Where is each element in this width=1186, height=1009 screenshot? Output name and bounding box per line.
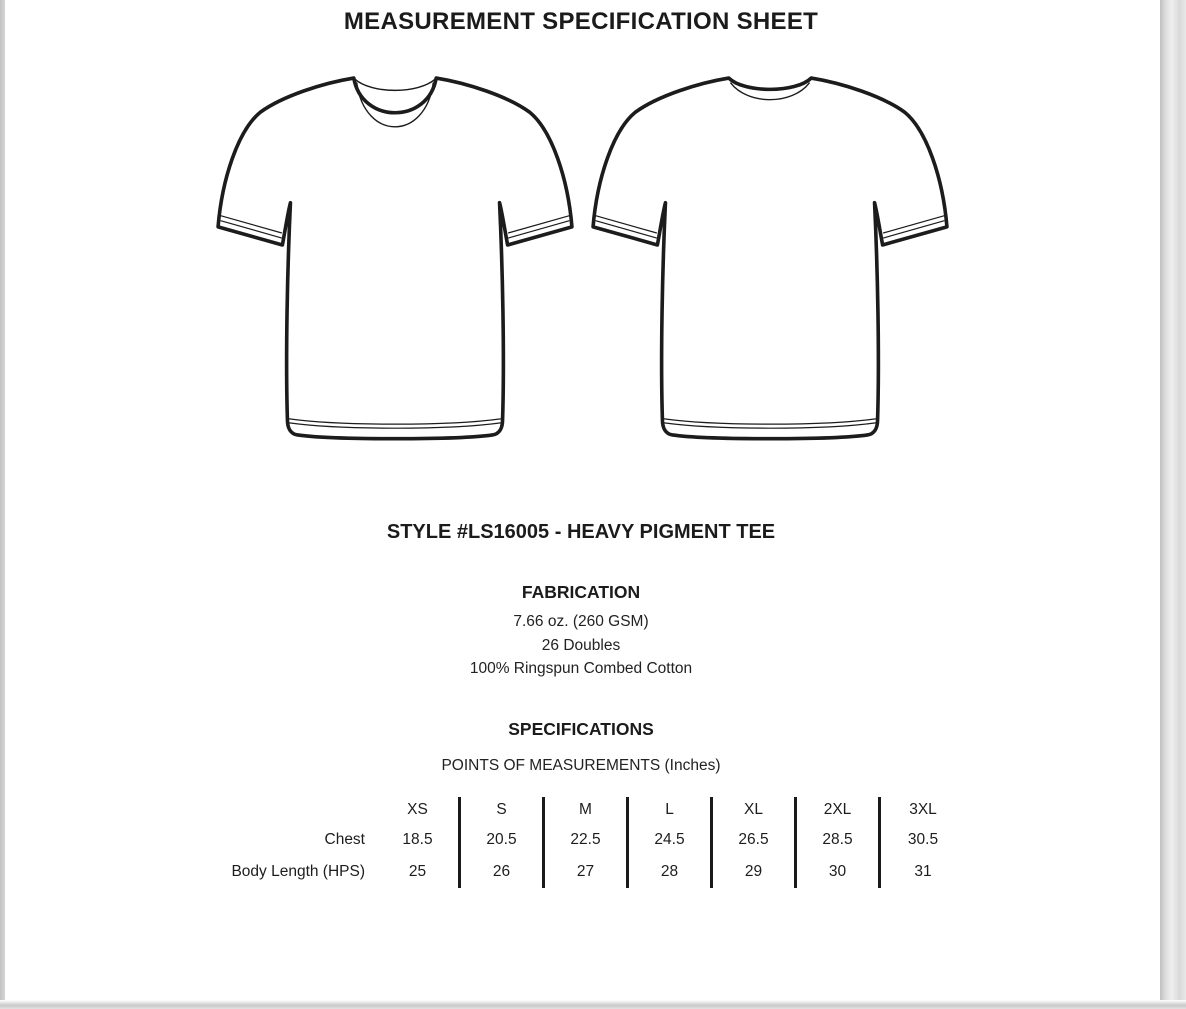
chest-value-xl: 26.5 (713, 823, 797, 856)
body-length-value-xs: 25 (377, 856, 461, 888)
page-title: MEASUREMENT SPECIFICATION SHEET (343, 8, 819, 35)
body-length-value-2xl: 30 (797, 856, 881, 888)
row-label-chest: Chest (324, 830, 365, 848)
page-edge-bottom (0, 1000, 1186, 1009)
body-length-value-m: 27 (545, 856, 629, 888)
size-header-xl: XL (713, 797, 797, 823)
page-edge-left (0, 0, 5, 1002)
fabrication-weight: 7.66 oz. (260 GSM) (513, 613, 649, 630)
chest-value-m: 22.5 (545, 823, 629, 856)
points-of-measurement-label: POINTS OF MEASUREMENTS (Inches) (441, 757, 721, 774)
tshirt-front-drawing (210, 66, 580, 444)
size-header-xs: XS (377, 797, 461, 823)
size-header-3xl: 3XL (909, 801, 937, 818)
chest-value-l: 24.5 (629, 823, 713, 856)
size-header-2xl: 2XL (797, 797, 881, 823)
body-length-value-xl: 29 (713, 856, 797, 888)
size-spec-table (192, 797, 965, 888)
fabrication-heading: FABRICATION (521, 582, 641, 602)
style-title: STYLE #LS16005 - HEAVY PIGMENT TEE (386, 521, 776, 543)
chest-value-2xl: 28.5 (797, 823, 881, 856)
chest-value-3xl: 30.5 (907, 830, 939, 848)
size-header-m: M (545, 797, 629, 823)
tshirt-back-drawing (585, 66, 955, 444)
body-length-value-s: 26 (461, 856, 545, 888)
size-header-l: L (629, 797, 713, 823)
fabrication-gauge: 26 Doubles (541, 636, 621, 654)
chest-value-s: 20.5 (461, 823, 545, 856)
table-corner-cell (192, 797, 377, 823)
specifications-heading: SPECIFICATIONS (508, 719, 654, 739)
fabrication-details (0, 610, 1162, 681)
fabrication-content: 100% Ringspun Combed Cotton (469, 660, 693, 677)
body-length-value-l: 28 (629, 856, 713, 888)
size-header-s: S (461, 797, 545, 823)
body-length-value-3xl: 31 (914, 863, 932, 880)
page-edge-right (1160, 0, 1186, 1009)
chest-value-xs: 18.5 (377, 823, 461, 856)
row-label-body-length: Body Length (HPS) (231, 863, 365, 880)
